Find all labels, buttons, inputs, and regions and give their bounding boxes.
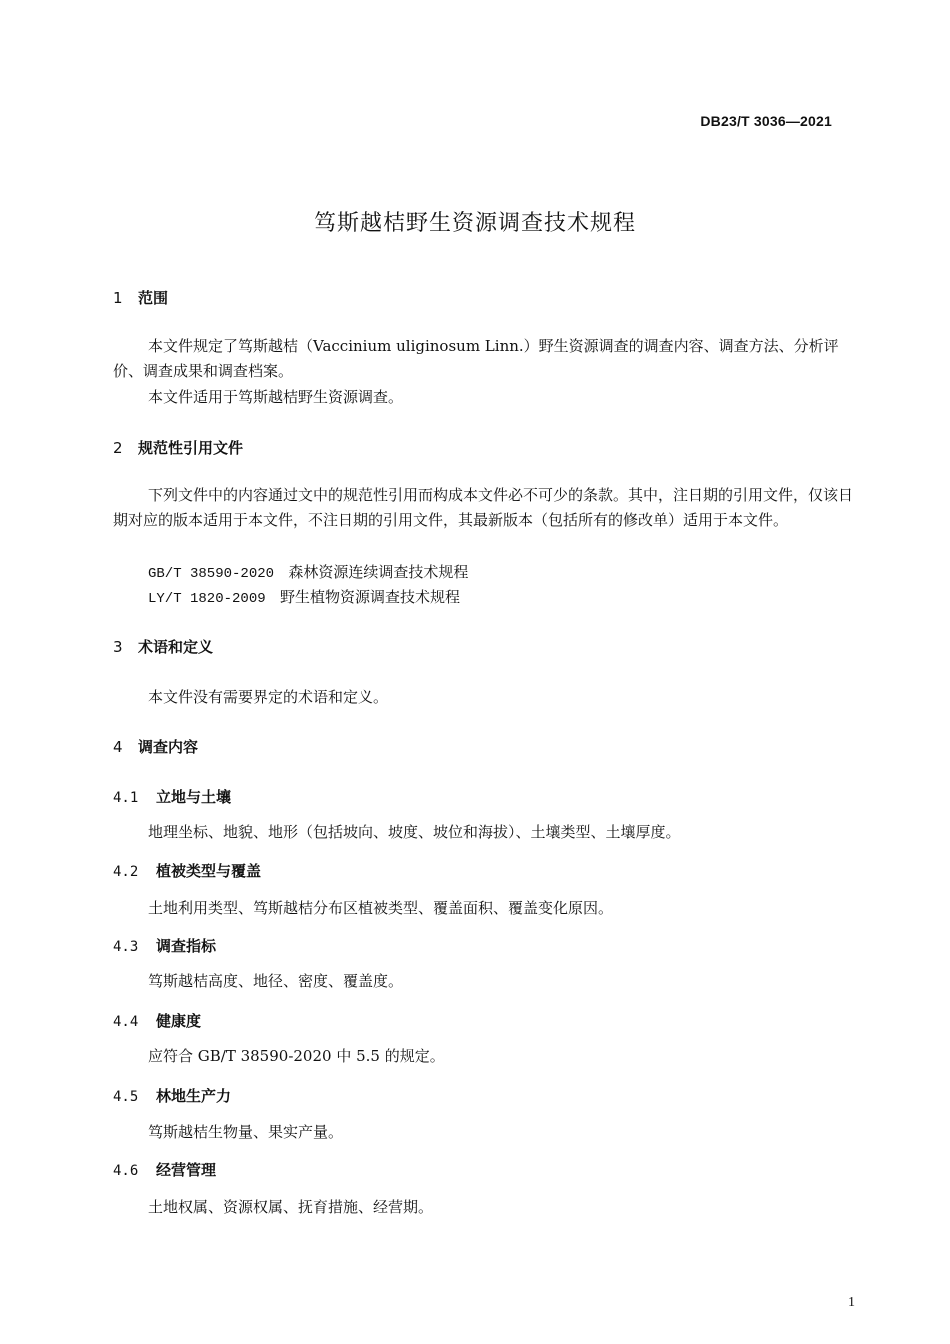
section-heading-3 (113, 636, 213, 657)
subsection-number: 4.4 (113, 1014, 139, 1030)
subsection-number: 4.2 (113, 864, 139, 880)
section-title: 术语和定义 (138, 638, 214, 656)
reference-name: 野生植物资源调查技术规程 (279, 588, 460, 606)
section-title: 调查内容 (138, 738, 199, 756)
subsection-title: 经营管理 (156, 1161, 217, 1179)
section-number: 3 (113, 638, 123, 656)
section-heading-4 (113, 736, 198, 757)
subsection-number: 4.3 (113, 939, 139, 955)
subsection-title: 调查指标 (156, 937, 217, 955)
subsection-title: 植被类型与覆盖 (156, 862, 262, 880)
page-number: 1 (848, 1295, 855, 1310)
document-title: 笃斯越桔野生资源调查技术规程 (313, 211, 636, 236)
subsection-text: 笃斯越桔生物量、果实产量。 (148, 1123, 344, 1141)
subsection-title: 林地生产力 (156, 1087, 232, 1105)
reference-item (148, 586, 460, 607)
section-heading-2 (113, 437, 243, 458)
section-number: 2 (113, 439, 123, 457)
reference-code: LY/T 1820-2009 (148, 591, 266, 607)
section-title: 规范性引用文件 (138, 439, 244, 457)
section-number: 4 (113, 738, 123, 756)
subsection-text: 土地利用类型、笃斯越桔分布区植被类型、覆盖面积、覆盖变化原因。 (148, 899, 614, 917)
subsection-heading (113, 860, 261, 881)
subsection-heading (113, 1010, 201, 1031)
subsection-text: 应符合 GB/T 38590-2020 中 5.5 的规定。 (148, 1047, 445, 1065)
subsection-heading (113, 1085, 231, 1106)
paragraph: 下列文件中的内容通过文中的规范性引用而构成本文件必不可少的条款。其中，注日期的引用文件，仅该日期对应的版本适用于本文件，不注日期的引用文件，其最新版本（包括所有的修改单）适用于本文件。 (113, 486, 854, 529)
paragraph: 本文件没有需要界定的术语和定义。 (148, 688, 389, 706)
reference-item (148, 561, 468, 582)
section-heading-1 (113, 287, 168, 308)
subsection-text: 土地权属、资源权属、抚育措施、经营期。 (148, 1198, 434, 1216)
subsection-heading (113, 786, 231, 807)
reference-name: 森林资源连续调查技术规程 (288, 563, 469, 581)
subsection-number: 4.6 (113, 1163, 139, 1179)
subsection-title: 立地与土壤 (156, 788, 232, 806)
subsection-heading (113, 1159, 216, 1180)
paragraph: 本文件适用于笃斯越桔野生资源调查。 (148, 388, 404, 406)
section-number: 1 (113, 289, 123, 307)
subsection-title: 健康度 (156, 1012, 202, 1030)
paragraph: 本文件规定了笃斯越桔（Vaccinium uliginosum Linn.）野生资源调查的调查内容、调查方法、分析评价、调查成果和调查档案。 (113, 337, 839, 380)
standard-code: DB23/T 3036—2021 (700, 113, 832, 129)
subsection-text: 地理坐标、地貌、地形（包括坡向、坡度、坡位和海拔）、土壤类型、土壤厚度。 (148, 823, 681, 841)
section-title: 范围 (138, 289, 169, 307)
subsection-number: 4.5 (113, 1089, 139, 1105)
subsection-heading (113, 935, 216, 956)
reference-code: GB/T 38590-2020 (148, 566, 275, 582)
subsection-number: 4.1 (113, 790, 139, 806)
subsection-text: 笃斯越桔高度、地径、密度、覆盖度。 (148, 972, 404, 990)
